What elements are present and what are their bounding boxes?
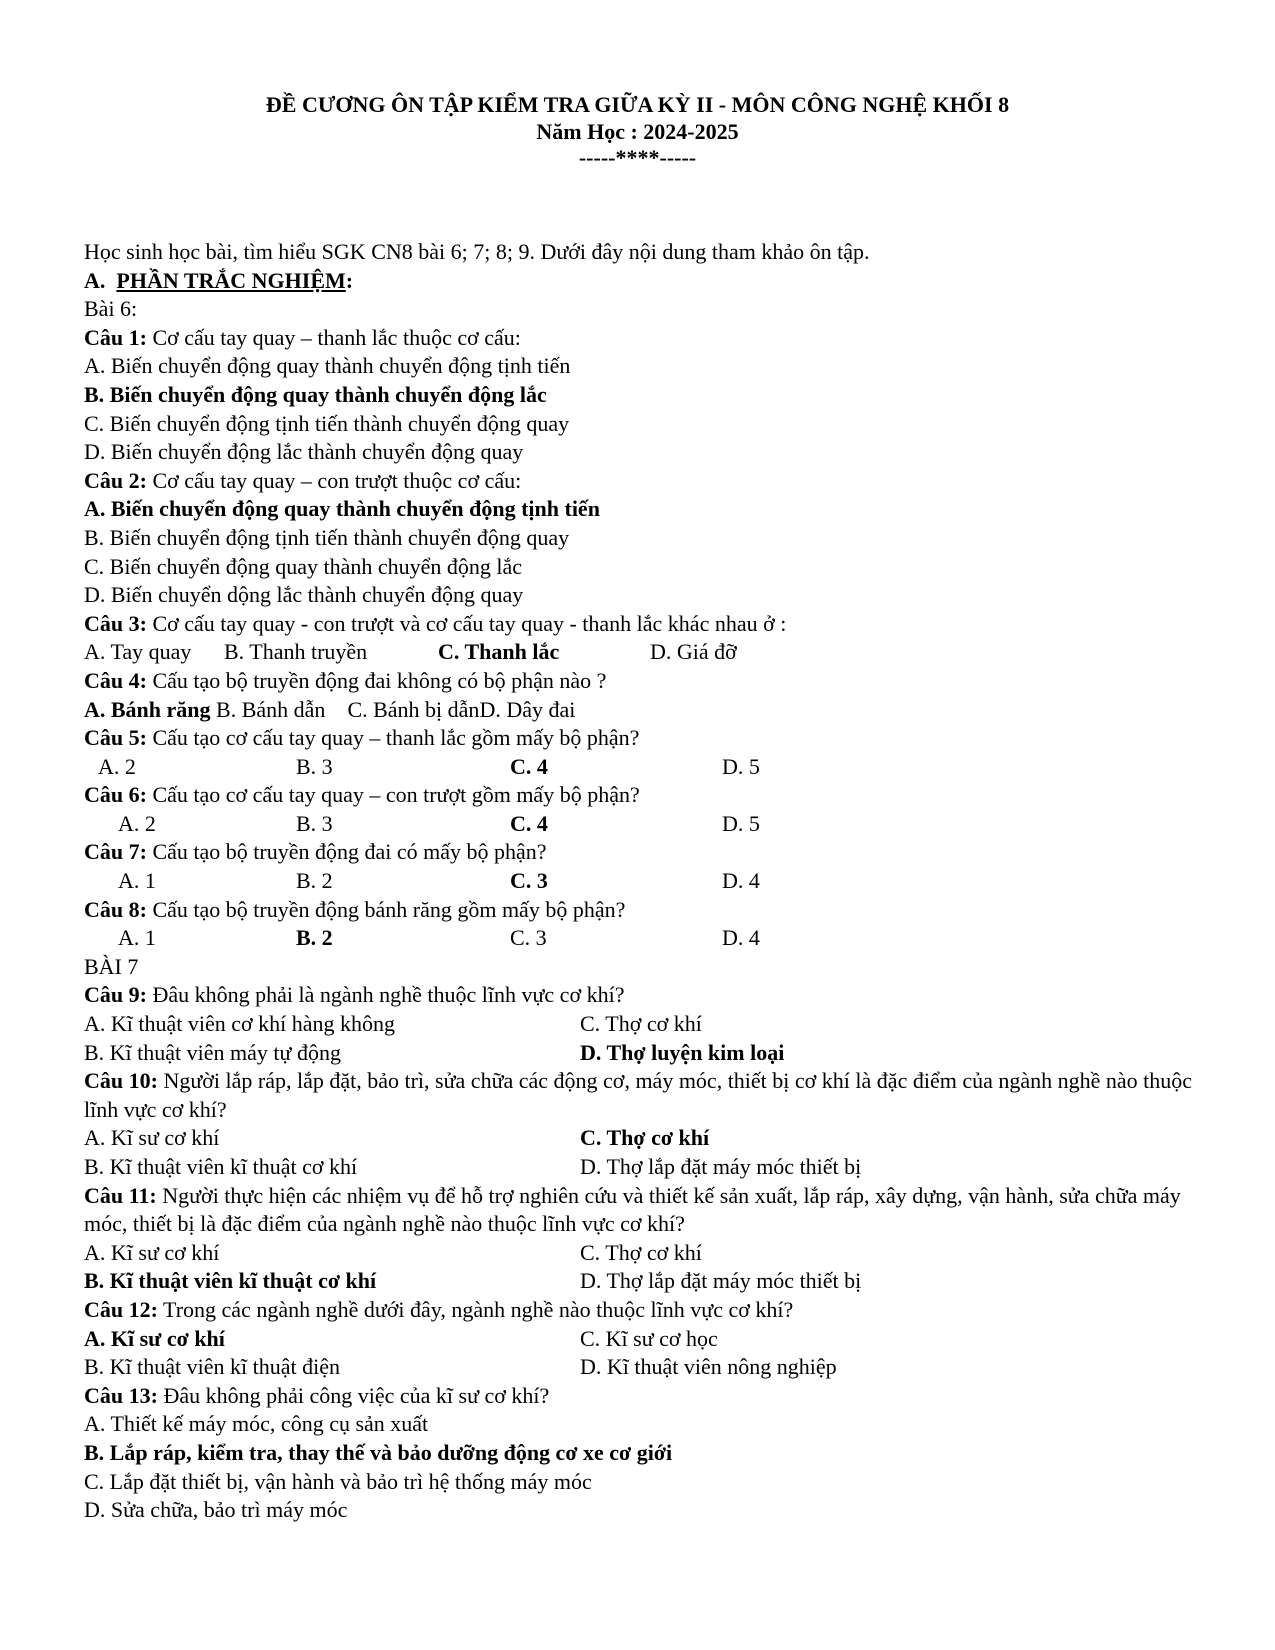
option-a: A. Biến chuyển động quay thành chuyển động tịnh tiến	[84, 353, 571, 379]
option-b: B. Biến chuyển động tịnh tiến thành chuyển động quay	[84, 524, 570, 550]
option-a: A. Tay quay	[84, 639, 192, 665]
question-text: Cơ cấu tay quay - con trượt và cơ cấu tay quay - thanh lắc khác nhau ở :	[146, 610, 787, 636]
question-10	[84, 1067, 1204, 1124]
question-label: Câu 1:	[84, 324, 147, 350]
option-a-correct: A. Bánh răng	[84, 696, 211, 722]
options-row	[84, 1325, 1204, 1354]
question-11	[84, 1182, 1204, 1239]
option-d: D. Dây đai	[479, 696, 576, 722]
section-title: PHẦN TRẮC NGHIỆM	[116, 267, 346, 293]
option-b: B. 3	[296, 753, 333, 779]
title-separator: -----****-----	[578, 145, 697, 170]
question-label: Câu 3:	[84, 610, 147, 636]
options-row	[84, 810, 1204, 839]
options-row	[84, 1153, 1204, 1182]
option-d: D. 4	[722, 925, 760, 951]
option-d: D. 4	[722, 868, 760, 894]
question-text: Người lắp ráp, lắp đặt, bảo trì, sửa chữa các động cơ, máy móc, thiết bị cơ khí là đặc điểm của ngành nghề nào thuộc lĩnh vực cơ khí?	[84, 1068, 1193, 1122]
options-row	[84, 638, 1204, 667]
option-b: B. Kĩ thuật viên kĩ thuật điện	[84, 1354, 341, 1380]
options-row	[84, 696, 1204, 725]
question-4	[84, 667, 1204, 696]
option-a: A. 1	[118, 868, 156, 894]
option-a: A. 2	[118, 810, 156, 836]
option-b: B. Thanh truyền	[224, 639, 368, 665]
options-row	[84, 1267, 1204, 1296]
school-year: Năm Học : 2024-2025	[536, 119, 739, 144]
question-7	[84, 838, 1204, 867]
option-a: A. Kĩ sư cơ khí	[84, 1239, 220, 1265]
lesson-heading: BÀI 7	[84, 953, 139, 979]
option-d: D. Biến chuyển dộng lắc thành chuyển động quay	[84, 582, 524, 608]
option-d: D. Biến chuyển động lắc thành chuyển động quay	[84, 439, 524, 465]
option-d: D. Giá đỡ	[650, 639, 737, 665]
option-d: D. Thợ lắp đặt máy móc thiết bị	[580, 1154, 862, 1179]
option-c: C. Biến chuyển động tịnh tiến thành chuyển động quay	[84, 410, 570, 436]
question-text: Trong các ngành nghề dưới đây, ngành nghề nào thuộc lĩnh vực cơ khí?	[157, 1296, 794, 1322]
option-a: A. Kĩ thuật viên cơ khí hàng không	[84, 1011, 396, 1037]
option-c-correct: C. 3	[510, 868, 548, 894]
option-a: A. Kĩ sư cơ khí	[84, 1125, 220, 1151]
document-title: ĐỀ CƯƠNG ÔN TẬP KIỂM TRA GIỮA KỲ II - MÔN CÔNG NGHỆ KHỐI 8	[265, 92, 1010, 117]
question-label: Câu 4:	[84, 667, 147, 693]
section-heading	[84, 267, 1204, 296]
intro-text: Học sinh học bài, tìm hiểu SGK CN8 bài 6; 7; 8; 9. Dưới đây nội dung tham khảo ôn tập.	[84, 239, 870, 264]
option-d: D. Sửa chữa, bảo trì máy móc	[84, 1497, 348, 1523]
option-c-correct: C. 4	[510, 753, 548, 779]
option-d: D. 5	[722, 810, 760, 836]
question-13	[84, 1382, 1204, 1411]
section-colon: :	[345, 267, 354, 293]
option-c-correct: C. Thanh lắc	[438, 639, 560, 665]
option-d-correct: D. Thợ luyện kim loại	[580, 1039, 785, 1065]
option-b: B. 3	[296, 810, 333, 836]
question-text: Đâu không phải công việc của kĩ sư cơ khí?	[157, 1382, 550, 1408]
question-text: Cấu tạo bộ truyền động đai không có bộ phận nào ?	[146, 667, 607, 693]
question-text: Cấu tạo cơ cấu tay quay – thanh lắc gồm mấy bộ phận?	[146, 725, 640, 751]
question-label: Câu 8:	[84, 896, 147, 922]
options-row	[84, 1239, 1204, 1268]
question-text: Cấu tạo bộ truyền động bánh răng gồm mấy bộ phận?	[146, 896, 626, 922]
document-body	[84, 238, 1204, 1525]
option-c: C. Biến chuyển động quay thành chuyển động lắc	[84, 553, 523, 579]
question-text: Đâu không phải là ngành nghề thuộc lĩnh vực cơ khí?	[146, 982, 625, 1008]
question-label: Câu 2:	[84, 467, 147, 493]
question-2	[84, 467, 1204, 496]
question-label: Câu 9:	[84, 982, 147, 1008]
question-text: Cơ cấu tay quay – con trượt thuộc cơ cấu:	[146, 467, 522, 493]
question-5	[84, 724, 1204, 753]
question-1	[84, 324, 1204, 353]
question-9	[84, 981, 1204, 1010]
option-b: B. Bánh dẫn	[210, 696, 326, 722]
option-c: C. Kĩ sư cơ học	[580, 1325, 718, 1351]
question-12	[84, 1296, 1204, 1325]
section-prefix: A.	[84, 267, 106, 293]
option-c-correct: C. 4	[510, 810, 548, 836]
options-row	[84, 1010, 1204, 1039]
option-c: C. Thợ cơ khí	[580, 1239, 702, 1265]
options-row	[84, 867, 1204, 896]
options-row	[84, 1124, 1204, 1153]
option-a-correct: A. Kĩ sư cơ khí	[84, 1325, 225, 1351]
question-3	[84, 610, 1204, 639]
question-8	[84, 896, 1204, 925]
question-label: Câu 5:	[84, 725, 147, 751]
option-a: A. 2	[98, 753, 136, 779]
option-b-correct: B. Biến chuyển động quay thành chuyển động lắc	[84, 381, 547, 407]
option-c-correct: C. Thợ cơ khí	[580, 1125, 710, 1151]
options-row	[84, 1353, 1204, 1382]
options-row	[84, 1039, 1204, 1068]
option-c: C. Bánh bị dẫn	[347, 696, 480, 722]
question-text: Cấu tạo bộ truyền động đai có mấy bộ phận?	[146, 839, 547, 865]
question-text: Cơ cấu tay quay – thanh lắc thuộc cơ cấu:	[146, 324, 521, 350]
option-d: D. Thợ lắp đặt máy móc thiết bị	[580, 1268, 862, 1294]
option-c: C. Lắp đặt thiết bị, vận hành và bảo trì hệ thống máy móc	[84, 1468, 592, 1494]
option-b: B. Kĩ thuật viên kĩ thuật cơ khí	[84, 1154, 358, 1179]
question-label: Câu 6:	[84, 782, 147, 808]
options-row	[84, 753, 1204, 782]
question-label: Câu 13:	[84, 1382, 158, 1408]
option-d: D. 5	[722, 753, 760, 779]
option-c: C. 3	[510, 925, 547, 951]
question-text: Cấu tạo cơ cấu tay quay – con trượt gồm mấy bộ phận?	[146, 782, 640, 808]
lesson-heading: Bài 6:	[84, 296, 138, 322]
question-label: Câu 7:	[84, 839, 147, 865]
option-b-correct: B. Lắp ráp, kiểm tra, thay thế và bảo dưỡng động cơ xe cơ giới	[84, 1439, 673, 1465]
option-d: D. Kĩ thuật viên nông nghiệp	[580, 1354, 837, 1380]
option-b: B. 2	[296, 868, 333, 894]
option-b-correct: B. 2	[296, 925, 333, 951]
option-b: B. Kĩ thuật viên máy tự động	[84, 1039, 341, 1065]
question-label: Câu 10:	[84, 1068, 158, 1094]
options-row	[84, 924, 1204, 953]
option-a: A. Thiết kế máy móc, công cụ sản xuất	[84, 1411, 429, 1437]
option-a-correct: A. Biến chuyển động quay thành chuyển động tịnh tiến	[84, 496, 600, 522]
option-c: C. Thợ cơ khí	[580, 1011, 702, 1037]
question-label: Câu 12:	[84, 1296, 158, 1322]
question-text: Người thực hiện các nhiệm vụ để hỗ trợ nghiên cứu và thiết kế sản xuất, lắp ráp, xây dựng, vận hành, sửa chữa máy móc, thiết bị là đặc điểm của ngành nghề nào thuộc lĩnh vực cơ khí?	[84, 1182, 1181, 1237]
question-label: Câu 11:	[84, 1182, 157, 1208]
question-6	[84, 781, 1204, 810]
option-b-correct: B. Kĩ thuật viên kĩ thuật cơ khí	[84, 1268, 377, 1294]
option-a: A. 1	[118, 925, 156, 951]
